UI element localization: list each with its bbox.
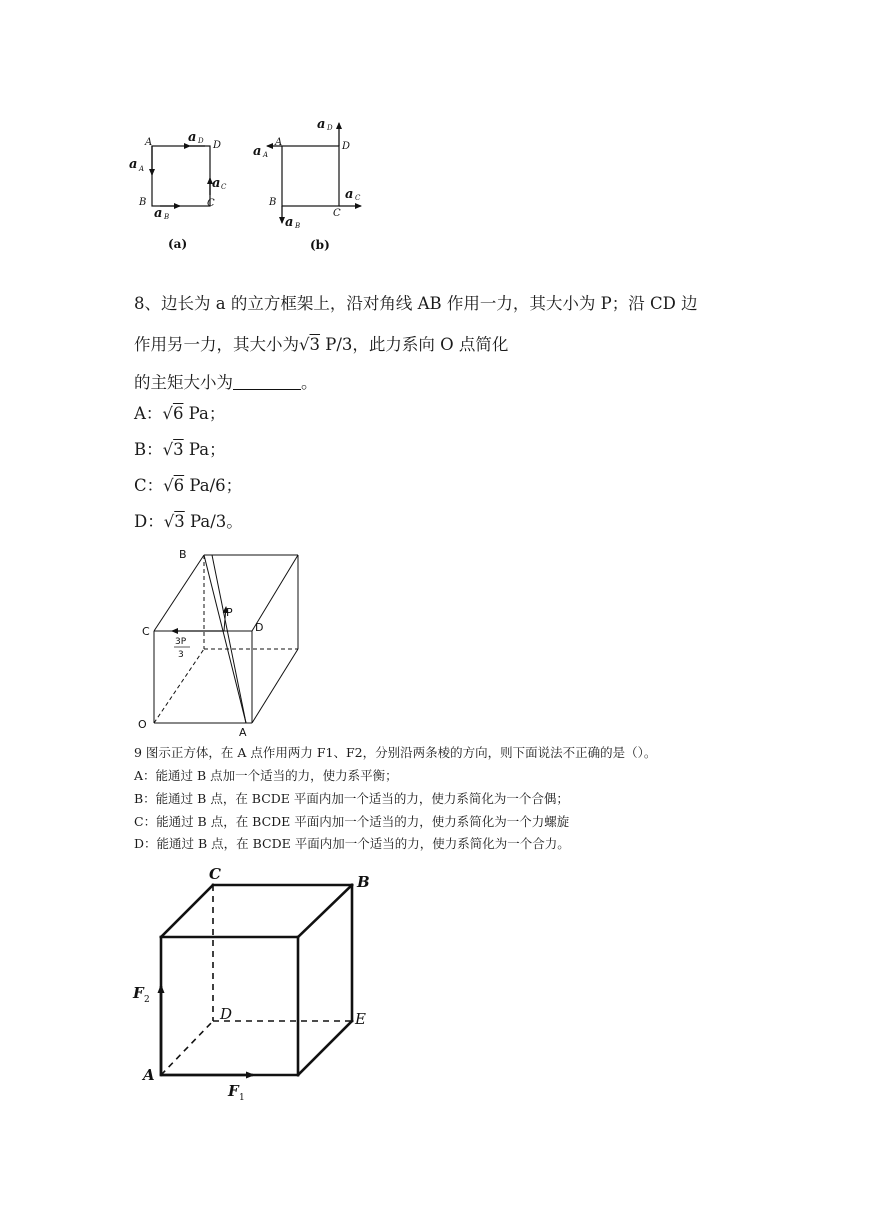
sub-A: A [263,151,269,159]
label-aC: a [212,176,221,191]
label-A: A [275,137,283,148]
q9-option-d: D：能通过 B 点，在 BCDE 平面内加一个适当的力，使力系简化为一个合力。 [134,836,570,851]
q8-line2-rad: 3 [309,335,321,354]
q8-line3 [134,375,318,392]
sqrt-sign: √ [163,476,174,495]
label-C: C [142,625,150,638]
q9-option-a: A：能通过 B 点加一个适当的力，使力系平衡； [134,768,398,783]
label-P: P [226,606,233,619]
option-label: C： [134,476,164,495]
caption-b: (b) [310,238,330,252]
option-rad: 3 [173,440,184,459]
sqrt-sign: √ [162,440,174,459]
option-post: Pa/6； [184,476,243,495]
sub-D: D [198,137,204,145]
q8-line2 [134,337,508,354]
q8-option-a [134,406,225,423]
q8-line1: 8、边长为 a 的立方框架上，沿对角线 AB 作用一力，其大小为 P；沿 CD 边 [134,294,698,313]
caption-a: (a) [168,237,188,251]
q8-line2-post: P/3，此力系向 O 点简化 [320,335,509,354]
q8-cube-figure [134,545,314,740]
sub-B: B [295,222,301,230]
label-F2: F [133,984,144,1002]
label-D: D [220,1005,233,1023]
q8-line3-post: 。 [301,373,318,392]
label-aB: a [154,206,163,221]
label-A: A [145,137,153,148]
sqrt-sign: √ [162,404,173,423]
label-aD: a [188,130,197,145]
force-numerator: 3P [175,637,187,647]
label-D: D [342,141,351,152]
label-B: B [269,197,277,208]
q9-option-c: C：能通过 B 点，在 BCDE 平面内加一个适当的力，使力系简化为一个力螺旋 [134,814,570,829]
label-aB: a [285,215,294,230]
figure-b-square [245,115,375,255]
sqrt-sign: √ [299,335,310,354]
label-aA: a [253,144,262,159]
label-B: B [179,548,187,561]
option-label: A： [134,404,163,423]
label-A: A [143,1066,155,1084]
q8-option-b [134,442,226,459]
label-D: D [255,621,264,634]
q8-option-d [134,514,243,531]
label-O: O [138,718,147,731]
label-C: C [333,208,341,219]
answer-blank [233,375,301,390]
sub-C: C [355,194,361,202]
option-label: B： [134,440,163,459]
option-rad: 6 [172,404,184,423]
sub-1: 1 [239,1093,245,1103]
force-denominator: 3 [178,650,184,660]
label-B: B [357,873,370,891]
label-B: B [139,197,147,208]
sub-D: D [327,124,333,132]
sqrt-sign: √ [163,512,175,531]
label-A: A [239,726,247,739]
label-C: C [209,865,221,883]
sub-B: B [164,213,170,221]
option-post: Pa； [183,404,226,423]
q8-line3-pre: 的主矩大小为 [134,373,233,392]
label-aA: a [129,157,138,172]
option-rad: 3 [174,512,185,531]
option-post: Pa； [183,440,226,459]
q9-option-b: B：能通过 B 点，在 BCDE 平面内加一个适当的力，使力系简化为一个合偶； [134,791,569,806]
option-rad: 6 [173,476,185,495]
label-C: C [207,198,215,209]
q8-option-c [134,478,242,495]
sub-C: C [221,183,227,191]
q9-cube-figure [125,860,385,1105]
option-label: D： [134,512,164,531]
sub-A: A [139,165,145,173]
label-D: D [213,140,222,151]
q9-question: 9 图示正方体，在 A 点作用两力 F1、F2，分别沿两条棱的方向，则下面说法不正确的是（）。 [134,745,657,760]
figure-a-square [120,125,230,255]
label-F1: F [228,1082,239,1100]
q8-line2-pre: 作用另一力，其大小为 [134,335,299,354]
label-aC: a [345,187,354,202]
label-aD: a [317,117,326,132]
option-post: Pa/3。 [184,512,243,531]
label-E: E [355,1010,366,1028]
sub-2: 2 [144,995,150,1005]
